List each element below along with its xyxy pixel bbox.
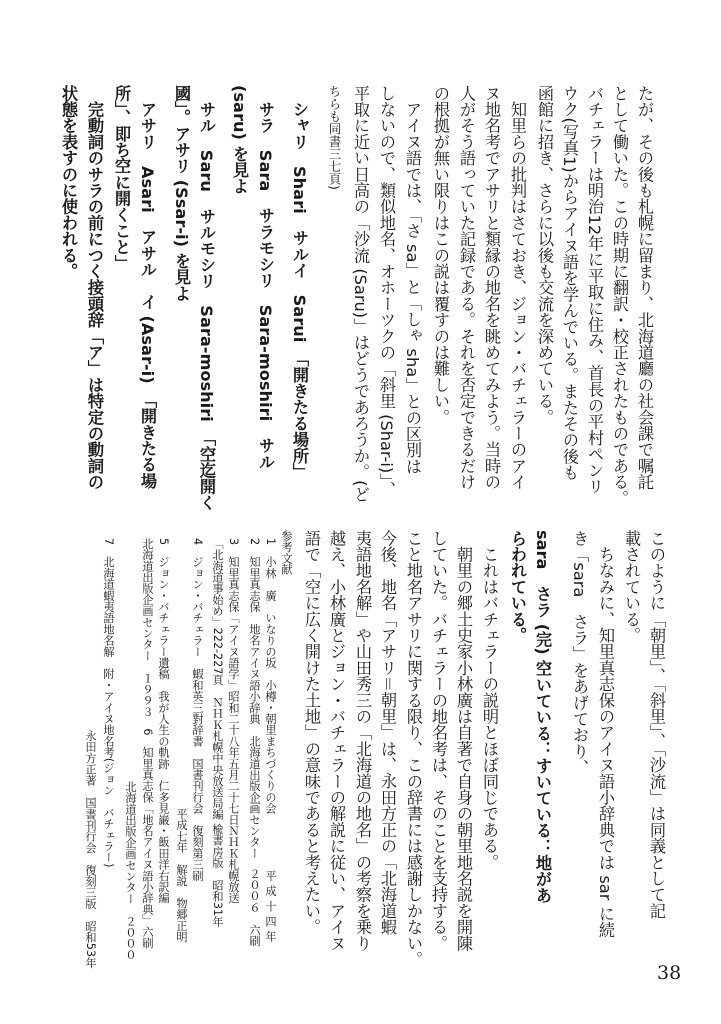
lower-text-column: き「sara さラ」をあげており、 xyxy=(570,530,589,776)
upper-text-column: ウク(写真1)からアイヌ語を学んでいる。またその後も xyxy=(560,85,579,481)
upper-text-column-emphasis: 状態を表すのに使われる。 xyxy=(59,85,78,280)
upper-text-column: アイヌ語では、「さ sa」と「しゃ sha」との区別は xyxy=(403,85,422,475)
upper-text-column: の根拠が無い限りはこの説は覆すのは難しい。 xyxy=(431,85,450,426)
upper-text-column: 人がそう語っていた記録である。それを否定できるだけ xyxy=(457,85,476,490)
reference-line: 3 知里真志保「アイヌ語学」昭和二十八年五月二十七日ＮＨＫ札幌放送 xyxy=(227,538,240,904)
lower-text-column: 越え、小林廣とジョン・バチェラーの解説に従い、アイヌ xyxy=(327,530,346,952)
upper-text-column: たが、その後も札幌に留まり、北海道廳の社会課で嘱託 xyxy=(635,85,654,490)
dictionary-entry-column: (saru) を見よ xyxy=(230,85,249,195)
lower-text-column: していた。バチェラーの地名考は、そのことを支持する。 xyxy=(429,530,448,952)
lower-text-column: これはバチェラーの説明とほぼ同じである。 xyxy=(480,530,499,871)
lower-text-column: 夷語地名解」や山田秀三の「北海道の地名」の考察を乗り xyxy=(353,530,372,952)
upper-text-column: として働いた。この時期に翻訳・校正されたものである。 xyxy=(610,85,629,507)
reference-line: 7 北海道蝦夷語地名解 附・アイヌ地名考(ジョン バチェラー) xyxy=(102,538,115,868)
upper-text-column: ヌ地名考でアサリと類縁の地名を眺めてみよう。当時の xyxy=(482,85,501,490)
reference-line-tail: 北海道出版企画センター ２０００ xyxy=(124,780,137,960)
references-heading: 参考文献 xyxy=(280,530,293,575)
lower-text-column: 載されている。 xyxy=(622,530,641,644)
lower-text-column: ちなみに、知里真志保のアイヌ語小辞典では sar に続 xyxy=(596,530,615,938)
page-number: 38 xyxy=(657,962,682,984)
dictionary-quote-column: sara さラ (完) 空いている：すいている：地があ xyxy=(533,530,552,904)
upper-text-column-emphasis: 完動詞のサラの前につく接頭辞「ア」は特定の動詞の xyxy=(85,85,104,490)
dictionary-entry-column: アサリ Asari アサル イ (Asar-i) 「開きたる場 xyxy=(138,85,157,489)
reference-line: 1 小林 廣 いなりの坂 小樽・朝里まちづくりの会 xyxy=(264,538,277,814)
reference-line: 北海道出版企画センター １９９３ 6 知里真志保「地名アイヌ語小辞典」六刷 xyxy=(141,538,154,949)
reference-line: 4 ジョン・バチェラー 蝦和英三對辞書 国書刊行会 復刻第三刷 xyxy=(191,538,204,882)
dictionary-quote-column: らわれている。 xyxy=(508,530,527,644)
reference-line-tail: 平成七年 解説 物郷正明 xyxy=(175,807,188,942)
upper-text-column: バチェラーは明治12年に平取に住み、首長の平村ペンリ xyxy=(585,85,604,495)
reference-line-tail: 平成十四年 xyxy=(264,870,277,946)
reference-line-tail: 永田方正著 国書刊行会 復刻三版 昭和53年 xyxy=(84,729,97,968)
dictionary-entry-column: シャリ Shari サルイ Sarui 「開きたる場所」 xyxy=(290,85,309,480)
dictionary-entry-column: サル Saru サルモシリ Sara-moshiri 「空迄開く xyxy=(197,85,216,511)
upper-text-column: 知里らの批判はさておき、ジョン・バチェラーのアイ xyxy=(508,85,527,490)
upper-text-column: 函館に招き、さらに以後も交流を深めている。 xyxy=(535,85,554,426)
dictionary-entry-column: 國」。アサリ (Ssar-i) を見よ xyxy=(172,85,191,302)
upper-text-column: 平取に近い日高の「沙流 (Saru)」はどうであろうか。(ど xyxy=(351,85,370,503)
reference-line: 2 知里真志保 地名アイヌ語小辞典 北海道出版企画センター xyxy=(248,538,261,859)
lower-text-column: 朝里の郷土史家小林廣は自著で自身の朝里地名説を開陳 xyxy=(454,530,473,952)
dictionary-entry-column: 所」、即ち空に開くこと」 xyxy=(112,85,131,272)
upper-text-column-note: ちらも同書三七頁) xyxy=(327,85,342,190)
upper-text-column: しないので、類似地名、オホーツクの「斜里 (Shar-i)」、 xyxy=(377,85,396,498)
reference-line-tail: ２００６ 六刷 xyxy=(248,867,261,946)
reference-line: 「北海道事始め」222-227頁 ＮＨＫ札幌中央放送局編 楡書房版 昭和31年 xyxy=(211,538,224,928)
lower-text-column: 今後、地名「アサリ＝朝里」は、永田方正の「北海道蝦 xyxy=(378,530,397,935)
reference-line: 5 ジョン・バチェラー遺稿 我が人生の軌跡 仁多見巌・飯田洋右訳編 xyxy=(157,538,170,904)
dictionary-entry-column: サラ Sara サラモシリ Sara-moshiri サル xyxy=(256,85,275,470)
lower-text-column: このように「朝里」、「斜里」、「沙流」は同義として記 xyxy=(647,530,666,919)
lower-text-column: 語で「空に広く開けた土地」の意味であると考えたい。 xyxy=(302,530,321,935)
lower-text-column: こと地名アサリに関する限り、この辞書には感謝しかない。 xyxy=(404,530,423,968)
